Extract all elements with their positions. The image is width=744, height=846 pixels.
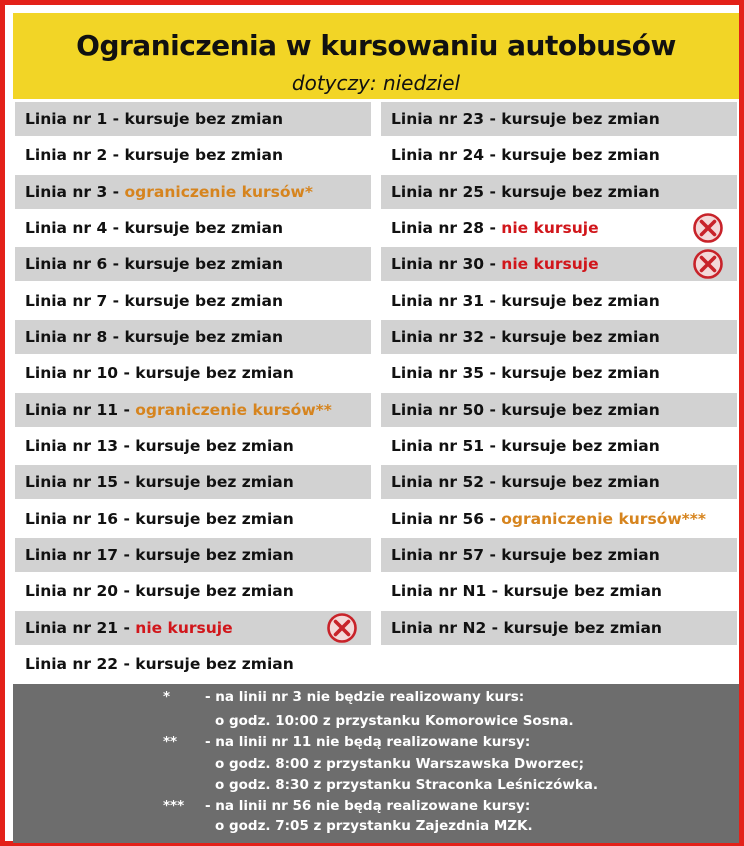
line-number: Linia nr 25 — [391, 182, 485, 201]
line-status: kursuje bez zmian — [135, 473, 294, 492]
line-row — [381, 574, 737, 608]
line-separator: - — [486, 582, 504, 601]
line-status: ograniczenie kursów*** — [501, 509, 706, 528]
cancel-x-icon — [693, 249, 723, 279]
line-separator: - — [484, 364, 502, 383]
line-number: Linia nr 13 — [25, 437, 119, 456]
line-separator: - — [484, 146, 502, 165]
line-number: Linia nr 16 — [25, 509, 119, 528]
line-number: Linia nr 50 — [391, 400, 485, 419]
line-number: Linia nr 1 — [25, 110, 108, 128]
line-separator: - — [484, 400, 502, 419]
line-number: Linia nr 21 — [25, 618, 119, 637]
line-status: nie kursuje — [501, 219, 599, 238]
line-separator: - — [107, 255, 125, 274]
line-separator: - — [107, 110, 125, 128]
line-separator: - — [107, 219, 125, 238]
left-line-list — [15, 102, 371, 684]
line-status: kursuje bez zmian — [124, 255, 283, 274]
line-separator: - — [118, 582, 136, 601]
line-status: kursuje bez zmian — [135, 364, 294, 383]
line-status: kursuje bez zmian — [501, 110, 660, 128]
line-number: Linia nr 10 — [25, 364, 119, 383]
line-row — [381, 356, 737, 390]
line-row — [15, 574, 371, 608]
line-number: Linia nr 56 — [391, 509, 485, 528]
line-number: Linia nr 35 — [391, 364, 485, 383]
line-status: kursuje bez zmian — [135, 437, 294, 456]
line-separator: - — [484, 291, 502, 310]
line-separator: - — [118, 473, 136, 492]
line-status: ograniczenie kursów** — [135, 400, 332, 419]
line-number: Linia nr N2 — [391, 618, 487, 637]
line-row — [381, 538, 737, 572]
line-status: kursuje bez zmian — [501, 546, 660, 565]
line-row — [381, 175, 737, 209]
line-row — [381, 138, 737, 172]
line-number: Linia nr 51 — [391, 437, 485, 456]
line-status: kursuje bez zmian — [501, 328, 660, 347]
line-row — [381, 429, 737, 463]
line-row — [381, 102, 737, 136]
line-number: Linia nr 17 — [25, 546, 119, 565]
footnote-mark-2: ** — [163, 734, 178, 750]
line-separator: - — [484, 473, 502, 492]
line-number: Linia nr 28 — [391, 219, 485, 238]
footnote-mark-1: * — [163, 689, 171, 705]
line-number: Linia nr 57 — [391, 546, 485, 565]
line-status: kursuje bez zmian — [135, 546, 294, 565]
line-row — [381, 502, 737, 536]
line-status: kursuje bez zmian — [501, 437, 660, 456]
line-separator: - — [118, 400, 136, 419]
line-row — [381, 247, 737, 281]
line-status: kursuje bez zmian — [501, 400, 660, 419]
line-row — [15, 356, 371, 390]
footnotes-panel — [13, 684, 739, 843]
line-status: kursuje bez zmian — [501, 291, 660, 310]
line-number: Linia nr 52 — [391, 473, 485, 492]
line-status: kursuje bez zmian — [124, 146, 283, 165]
line-separator: - — [484, 509, 502, 528]
line-status: kursuje bez zmian — [124, 110, 283, 128]
line-number: Linia nr 8 — [25, 328, 108, 347]
line-status: kursuje bez zmian — [135, 655, 294, 674]
line-number: Linia nr 23 — [391, 110, 485, 128]
line-number: Linia nr N1 — [391, 582, 487, 601]
line-row — [15, 247, 371, 281]
line-status: nie kursuje — [501, 255, 599, 274]
line-separator: - — [484, 437, 502, 456]
line-row — [15, 211, 371, 245]
line-row — [15, 284, 371, 318]
line-status: kursuje bez zmian — [501, 473, 660, 492]
line-status: kursuje bez zmian — [503, 582, 662, 601]
line-separator: - — [107, 291, 125, 310]
footnote-line: o godz. 10:00 z przystanku Komorowice Sosna. — [215, 713, 574, 729]
line-number: Linia nr 32 — [391, 328, 485, 347]
line-row — [381, 211, 737, 245]
line-separator: - — [118, 618, 136, 637]
footnote-line: - na linii nr 11 nie będą realizowane kursy: — [205, 734, 531, 750]
footnote-line: o godz. 8:00 z przystanku Warszawska Dworzec; — [215, 756, 585, 772]
cancel-x-icon — [693, 213, 723, 243]
line-separator: - — [107, 328, 125, 347]
line-status: kursuje bez zmian — [135, 582, 294, 601]
footnote-line: o godz. 7:05 z przystanku Zajezdnia MZK. — [215, 818, 533, 834]
line-number: Linia nr 4 — [25, 219, 108, 238]
line-separator: - — [484, 255, 502, 274]
line-number: Linia nr 22 — [25, 655, 119, 674]
footnote-mark-3: *** — [163, 798, 185, 814]
line-number: Linia nr 15 — [25, 473, 119, 492]
line-separator: - — [107, 182, 125, 201]
right-line-list — [381, 102, 737, 647]
line-number: Linia nr 6 — [25, 255, 108, 274]
line-separator: - — [484, 219, 502, 238]
line-row — [15, 429, 371, 463]
line-separator: - — [484, 328, 502, 347]
page-subtitle: dotyczy: niedziel — [291, 71, 461, 95]
line-status: kursuje bez zmian — [501, 146, 660, 165]
line-status: kursuje bez zmian — [135, 509, 294, 528]
cancel-x-icon — [327, 613, 357, 643]
line-row — [381, 393, 737, 427]
line-row — [381, 465, 737, 499]
footnote-line: - na linii nr 3 nie będzie realizowany kurs: — [205, 689, 525, 705]
footnote-line: o godz. 8:30 z przystanku Straconka Leśniczówka. — [215, 777, 599, 793]
line-separator: - — [118, 509, 136, 528]
line-separator: - — [484, 182, 502, 201]
line-number: Linia nr 24 — [391, 146, 485, 165]
line-separator: - — [118, 655, 136, 674]
line-separator: - — [486, 618, 504, 637]
line-row — [15, 611, 371, 645]
line-status: kursuje bez zmian — [503, 618, 662, 637]
line-row — [15, 320, 371, 354]
line-separator: - — [118, 437, 136, 456]
line-row — [381, 284, 737, 318]
line-separator: - — [484, 546, 502, 565]
line-row — [15, 138, 371, 172]
line-row — [15, 465, 371, 499]
line-number: Linia nr 30 — [391, 255, 485, 274]
line-status: kursuje bez zmian — [124, 219, 283, 238]
line-number: Linia nr 31 — [391, 291, 485, 310]
page-title: Ograniczenia w kursowaniu autobusów — [76, 29, 676, 62]
line-row — [15, 175, 371, 209]
line-separator: - — [118, 546, 136, 565]
line-number: Linia nr 20 — [25, 582, 119, 601]
line-row — [15, 502, 371, 536]
header-banner — [13, 13, 739, 99]
line-row — [381, 320, 737, 354]
line-number: Linia nr 2 — [25, 146, 108, 165]
line-separator: - — [118, 364, 136, 383]
line-row — [15, 538, 371, 572]
line-row — [15, 102, 371, 136]
footnote-line: - na linii nr 56 nie będą realizowane kursy: — [205, 798, 531, 814]
line-row — [15, 647, 371, 681]
line-status: kursuje bez zmian — [124, 291, 283, 310]
line-row — [15, 393, 371, 427]
line-number: Linia nr 11 — [25, 400, 119, 419]
line-status: kursuje bez zmian — [124, 328, 283, 347]
line-status: kursuje bez zmian — [501, 182, 660, 201]
line-separator: - — [107, 146, 125, 165]
line-number: Linia nr 3 — [25, 182, 108, 201]
line-separator: - — [484, 110, 502, 128]
line-status: nie kursuje — [135, 618, 233, 637]
line-number: Linia nr 7 — [25, 291, 108, 310]
line-row — [381, 611, 737, 645]
line-status: ograniczenie kursów* — [124, 182, 313, 201]
line-status: kursuje bez zmian — [501, 364, 660, 383]
